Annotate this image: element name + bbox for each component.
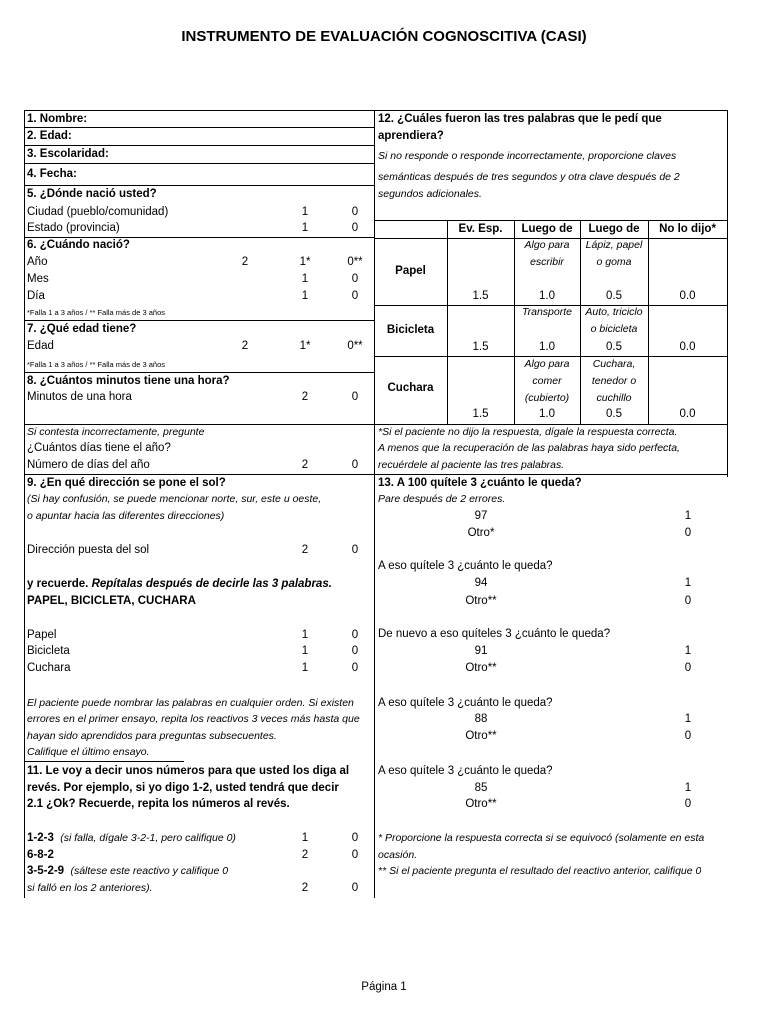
score-value: 0.0 xyxy=(679,341,696,353)
score-value: 1.5 xyxy=(472,408,489,420)
q10-note: hayan sido aprendidos para preguntas subsecuentes. xyxy=(27,730,277,742)
score-0: 0 xyxy=(351,645,359,657)
table-border-left xyxy=(24,110,25,898)
score-value: 0.0 xyxy=(679,290,696,302)
score-1: 1 xyxy=(301,273,309,285)
q11-sequence: 1-2-3 xyxy=(27,832,54,844)
table-border-right xyxy=(727,110,728,477)
score-0: 0 xyxy=(684,662,692,674)
score-1: 1 xyxy=(301,222,309,234)
cue-2: Lápiz, papel xyxy=(585,239,643,251)
score-1: 1 xyxy=(301,206,309,218)
q10-instruction-a: y recuerde. xyxy=(27,578,92,590)
q3-label: 3. Escolaridad: xyxy=(27,148,109,160)
page-number: Página 1 xyxy=(361,981,407,993)
header-no-lo-dijo: No lo dijo* xyxy=(659,223,716,235)
row-line xyxy=(24,127,374,128)
q8-row-label: Minutos de una hora xyxy=(27,391,132,403)
row-line xyxy=(374,220,727,221)
subtraction-other: Otro** xyxy=(465,798,497,810)
score-value: 1.5 xyxy=(472,341,489,353)
score-1: 1 xyxy=(301,832,309,844)
score-0: 0 xyxy=(351,273,359,285)
q10-note: errores en el primer ensayo, repita los reactivos 3 veces más hasta que xyxy=(27,713,360,725)
score-1: 1 xyxy=(301,290,309,302)
score-1: 1 xyxy=(684,510,692,522)
score-2: 2 xyxy=(301,391,309,403)
q5-label: 5. ¿Dónde nació usted? xyxy=(27,188,157,200)
subtraction-answer: 91 xyxy=(474,645,488,657)
subtraction-answer: 85 xyxy=(474,782,488,794)
score-0: 0 xyxy=(351,832,359,844)
subtraction-other: Otro** xyxy=(465,730,497,742)
subtraction-answer: 88 xyxy=(474,713,488,725)
fail-note: *Falla 1 a 3 años / ** Falla más de 3 años xyxy=(27,360,165,369)
word-cuchara: Cuchara xyxy=(387,382,434,394)
score-0: 0 xyxy=(351,206,359,218)
score-value: 1.0 xyxy=(539,290,555,302)
q5-row-label: Ciudad (pueblo/comunidad) xyxy=(27,206,169,218)
cue-1: Algo para xyxy=(524,358,570,370)
score-0: 0 xyxy=(684,730,692,742)
row-line xyxy=(24,320,374,321)
column-divider xyxy=(374,110,375,898)
q8-label: 8. ¿Cuántos minutos tiene una hora? xyxy=(27,375,230,387)
q10-row-label: Papel xyxy=(27,629,57,641)
score-1: 1 xyxy=(301,662,309,674)
q10-words: PAPEL, BICICLETA, CUCHARA xyxy=(27,595,196,607)
col-line xyxy=(447,220,448,424)
q11-row xyxy=(27,864,228,879)
subtraction-question: A eso quítele 3 ¿cuánto le queda? xyxy=(378,765,553,777)
score-0: 0 xyxy=(351,459,359,471)
col-line xyxy=(648,220,649,424)
score-0: 0 xyxy=(684,595,692,607)
fail-note: *Falla 1 a 3 años / ** Falla más de 3 años xyxy=(27,308,165,317)
score-1: 1 xyxy=(684,782,692,794)
row-line xyxy=(24,185,374,186)
q11-sequence: 6-8-2 xyxy=(27,849,54,861)
recall-note: recuérdele al paciente las tres palabras. xyxy=(378,459,565,471)
row-line xyxy=(24,474,374,475)
q7-row-label: Edad xyxy=(27,340,54,352)
q10-note: El paciente puede nombrar las palabras en cualquier orden. Si existen xyxy=(27,697,354,709)
subtraction-question: A eso quítele 3 ¿cuánto le queda? xyxy=(378,697,553,709)
q10-row-label: Bicicleta xyxy=(27,645,70,657)
cue-1: comer xyxy=(532,375,562,387)
q8-followup: ¿Cuántos días tiene el año? xyxy=(27,442,171,454)
score-1: 1* xyxy=(299,256,311,268)
q10-instruction-b: Repítalas después de decirle las 3 palabras. xyxy=(91,578,332,590)
q9-note: o apuntar hacia las diferentes direcciones) xyxy=(27,510,225,522)
q6-row-label: Año xyxy=(27,256,48,268)
header-luego-de: Luego de xyxy=(521,223,573,235)
score-2: 2 xyxy=(241,340,249,352)
subtraction-footnote: * Proporcione la respuesta correcta si se equivocó (solamente en esta xyxy=(378,832,705,844)
row-line xyxy=(24,372,374,373)
cue-1: Algo para xyxy=(524,239,570,251)
q10-note: Califique el último ensayo. xyxy=(27,746,150,758)
subtraction-answer: 94 xyxy=(474,577,488,589)
cue-2: o bicicleta xyxy=(590,323,638,335)
header-ev-esp: Ev. Esp. xyxy=(458,223,503,235)
score-0: 0** xyxy=(347,256,363,268)
cue-1: (cubierto) xyxy=(524,392,570,404)
subtraction-question: A eso quítele 3 ¿cuánto le queda? xyxy=(378,560,553,572)
cue-1: escribir xyxy=(530,256,564,268)
header-luego-de: Luego de xyxy=(588,223,640,235)
recall-note: *Si el paciente no dijo la respuesta, dígale la respuesta correcta. xyxy=(378,426,678,438)
q11-label: revés. Por ejemplo, si yo digo 1-2, usted tendrá que decir xyxy=(27,782,339,794)
q6-row-label: Día xyxy=(27,290,45,302)
table-border-top xyxy=(24,110,728,111)
row-line xyxy=(24,761,184,762)
q11-sequence: 3-5-2-9 xyxy=(27,865,65,877)
score-0: 0 xyxy=(351,222,359,234)
q11-row-note: (si falla, dígale 3-2-1, pero califique 0) xyxy=(60,832,236,844)
row-line xyxy=(24,145,374,146)
q13-label: 13. A 100 quítele 3 ¿cuánto le queda? xyxy=(378,477,582,489)
q11-row-note: (sáltese este reactivo y califique 0 xyxy=(70,865,229,877)
q4-label: 4. Fecha: xyxy=(27,168,77,180)
score-0: 0 xyxy=(351,882,359,894)
q11-label: 11. Le voy a decir unos números para que usted los diga al xyxy=(27,765,350,777)
row-line xyxy=(24,163,374,164)
q9-row-label: Dirección puesta del sol xyxy=(27,544,150,556)
word-bicicleta: Bicicleta xyxy=(386,324,435,336)
score-2: 2 xyxy=(301,882,309,894)
q12-label: aprendiera? xyxy=(378,130,444,142)
score-1: 1* xyxy=(299,340,311,352)
q9-label: 9. ¿En qué dirección se pone el sol? xyxy=(27,477,226,489)
q8-row-label: Número de días del año xyxy=(27,459,150,471)
score-value: 0.5 xyxy=(606,408,622,420)
q2-label: 2. Edad: xyxy=(27,130,72,142)
cue-2: cuchillo xyxy=(596,392,632,404)
score-0: 0 xyxy=(351,544,359,556)
q9-note: (Si hay confusión, se puede mencionar norte, sur, este u oeste, xyxy=(27,493,322,505)
subtraction-other: Otro** xyxy=(465,662,497,674)
subtraction-footnote: ocasión. xyxy=(378,849,418,861)
q12-note: semánticas después de tres segundos y otra clave después de 2 xyxy=(378,171,680,183)
q11-row xyxy=(27,831,236,846)
score-0: 0 xyxy=(684,527,692,539)
q8-note: Si contesta incorrectamente, pregunte xyxy=(27,426,205,438)
cue-2: tenedor o xyxy=(591,375,637,387)
score-2: 2 xyxy=(301,849,309,861)
subtraction-footnote: ** Si el paciente pregunta el resultado del reactivo anterior, califique 0 xyxy=(378,865,702,877)
score-1: 1 xyxy=(301,629,309,641)
score-value: 1.0 xyxy=(539,408,555,420)
q12-label: 12. ¿Cuáles fueron las tres palabras que le pedí que xyxy=(378,113,662,125)
score-value: 0.5 xyxy=(606,290,622,302)
score-0: 0 xyxy=(351,391,359,403)
recall-note: A menos que la recuperación de las palabras haya sido perfecta, xyxy=(378,442,680,454)
score-0: 0 xyxy=(684,798,692,810)
score-value: 0.5 xyxy=(606,341,622,353)
subtraction-question: De nuevo a eso quíteles 3 ¿cuánto le queda? xyxy=(378,628,611,640)
subtraction-other: Otro* xyxy=(467,527,495,539)
q12-note: segundos adicionales. xyxy=(378,188,482,200)
score-value: 1.5 xyxy=(472,290,489,302)
q6-row-label: Mes xyxy=(27,273,49,285)
cue-1: Transporte xyxy=(522,306,572,318)
q10-row-label: Cuchara xyxy=(27,662,71,674)
word-papel: Papel xyxy=(395,265,426,277)
cue-2: Cuchara, xyxy=(592,358,636,370)
cue-2: o goma xyxy=(596,256,632,268)
score-2: 2 xyxy=(301,459,309,471)
score-1: 1 xyxy=(684,645,692,657)
q10-instruction xyxy=(27,577,332,592)
score-2: 2 xyxy=(301,544,309,556)
score-0: 0 xyxy=(351,290,359,302)
q13-note: Pare después de 2 errores. xyxy=(378,493,506,505)
score-1: 1 xyxy=(684,713,692,725)
score-0: 0 xyxy=(351,629,359,641)
score-0: 0 xyxy=(351,662,359,674)
q12-note: Si no responde o responde incorrectamente, proporcione claves xyxy=(378,150,677,162)
page-title: INSTRUMENTO DE EVALUACIÓN COGNOSCITIVA (CASI) xyxy=(181,28,587,45)
q11-label: 2.1 ¿Ok? Recuerde, repita los números al revés. xyxy=(27,798,290,810)
score-1: 1 xyxy=(684,577,692,589)
subtraction-answer: 97 xyxy=(474,510,488,522)
row-line xyxy=(374,474,727,475)
score-1: 1 xyxy=(301,645,309,657)
subtraction-other: Otro** xyxy=(465,595,497,607)
q1-label: 1. Nombre: xyxy=(27,113,88,125)
cue-2: Auto, triciclo xyxy=(585,306,643,318)
score-0: 0** xyxy=(347,340,363,352)
q6-label: 6. ¿Cuándo nació? xyxy=(27,239,130,251)
score-0: 0 xyxy=(351,849,359,861)
q7-label: 7. ¿Qué edad tiene? xyxy=(27,323,137,335)
q11-row-note: si falló en los 2 anteriores). xyxy=(27,882,153,894)
score-value: 1.0 xyxy=(539,341,555,353)
score-2: 2 xyxy=(241,256,249,268)
q5-row-label: Estado (provincia) xyxy=(27,222,120,234)
score-value: 0.0 xyxy=(679,408,696,420)
